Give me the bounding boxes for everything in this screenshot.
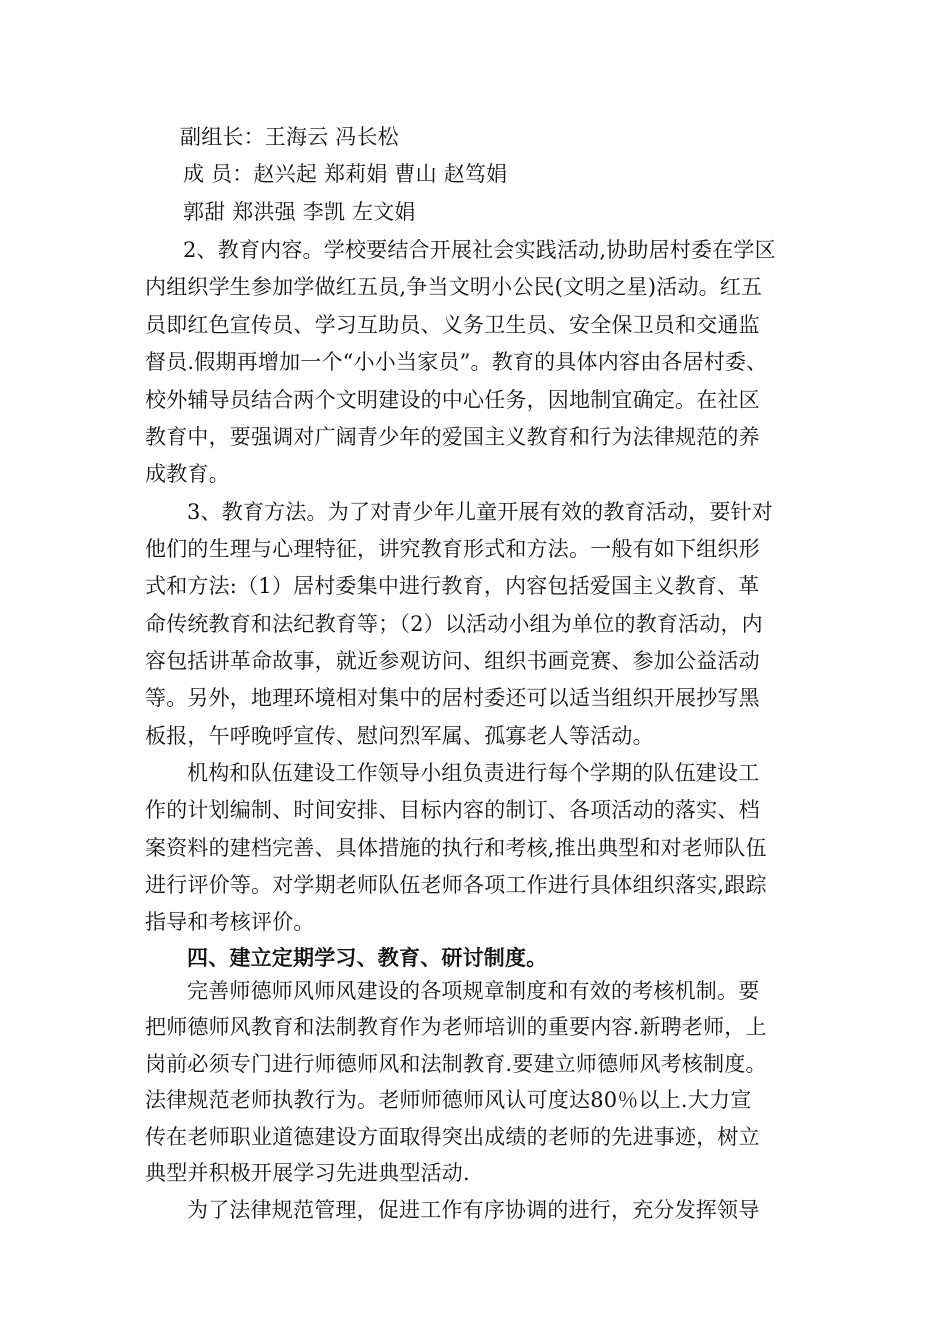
paragraph-line: 机构和队伍建设工作领导小组负责进行每个学期的队伍建设工 (187, 761, 760, 785)
paragraph-line: 进行评价等。对学期老师队伍老师各项工作进行具体组织落实,跟踪 (145, 873, 767, 897)
paragraph-line: 传在老师职业道德建设方面取得突出成绩的老师的先进事迹，树立 (145, 1125, 760, 1149)
paragraph-line: 指导和考核评价。 (145, 910, 315, 934)
members-continued-line: 郭甜 郑洪强 李凯 左文娟 (183, 200, 416, 224)
paragraph-line: 成教育。 (145, 462, 230, 486)
paragraph-line: 式和方法:（1）居村委集中进行教育，内容包括爱国主义教育、革 (145, 574, 760, 598)
paragraph-line: 把师德师风教育和法制教育作为老师培训的重要内容.新聘老师，上 (145, 1015, 767, 1039)
paragraph-line: 作的计划编制、时间安排、目标内容的制订、各项活动的落实、档 (145, 798, 760, 822)
paragraph-line: 等。另外，地理环境相对集中的居村委还可以适当组织开展抄写黑 (145, 686, 760, 710)
paragraph-line: 员即红色宣传员、学习互助员、义务卫生员、安全保卫员和交通监 (145, 313, 760, 337)
paragraph-line: 典型并积极开展学习先进典型活动. (145, 1161, 470, 1185)
paragraph-line: 3、教育方法。为了对青少年儿童开展有效的教育活动，要针对 (187, 500, 773, 524)
paragraph-line: 法律规范老师执教行为。老师师德师风认可度达80％以上.大力宣 (145, 1088, 752, 1112)
paragraph-line: 板报，午呼晚呼宣传、慰问烈军属、孤寡老人等活动。 (145, 724, 654, 748)
paragraph-line: 2、教育内容。学校要结合开展社会实践活动,协助居村委在学区 (183, 238, 776, 262)
paragraph-line: 教育中，要强调对广阔青少年的爱国主义教育和行为法律规范的养 (145, 425, 760, 449)
members-line: 成 员：赵兴起 郑莉娟 曹山 赵笃娟 (183, 162, 508, 186)
paragraph-line: 他们的生理与心理特征，讲究教育形式和方法。一般有如下组织形 (145, 537, 760, 561)
paragraph-line: 容包括讲革命故事，就近参观访问、组织书画竞赛、参加公益活动 (145, 649, 760, 673)
paragraph-line: 岗前必须专门进行师德师风和法制教育.要建立师德师风考核制度。 (145, 1052, 767, 1076)
paragraph-line: 内组织学生参加学做红五员,争当文明小公民(文明之星)活动。红五 (145, 275, 763, 299)
paragraph-line: 案资料的建档完善、具体措施的执行和考核,推出典型和对老师队伍 (145, 836, 767, 860)
paragraph-line: 完善师德师风师风建设的各项规章制度和有效的考核机制。要 (187, 979, 760, 1003)
vice-leader-line: 副组长：王海云 冯长松 (180, 125, 399, 149)
paragraph-line: 为了法律规范管理，促进工作有序协调的进行，充分发挥领导 (187, 1198, 760, 1222)
paragraph-line: 命传统教育和法纪教育等；（2）以活动小组为单位的教育活动，内 (145, 612, 763, 636)
paragraph-line: 校外辅导员结合两个文明建设的中心任务，因地制宜确定。在社区 (145, 388, 760, 412)
section-heading: 四、建立定期学习、教育、研讨制度。 (187, 945, 548, 970)
paragraph-line: 督员.假期再增加一个“小小当家员”。教育的具体内容由各居村委、 (145, 350, 768, 374)
